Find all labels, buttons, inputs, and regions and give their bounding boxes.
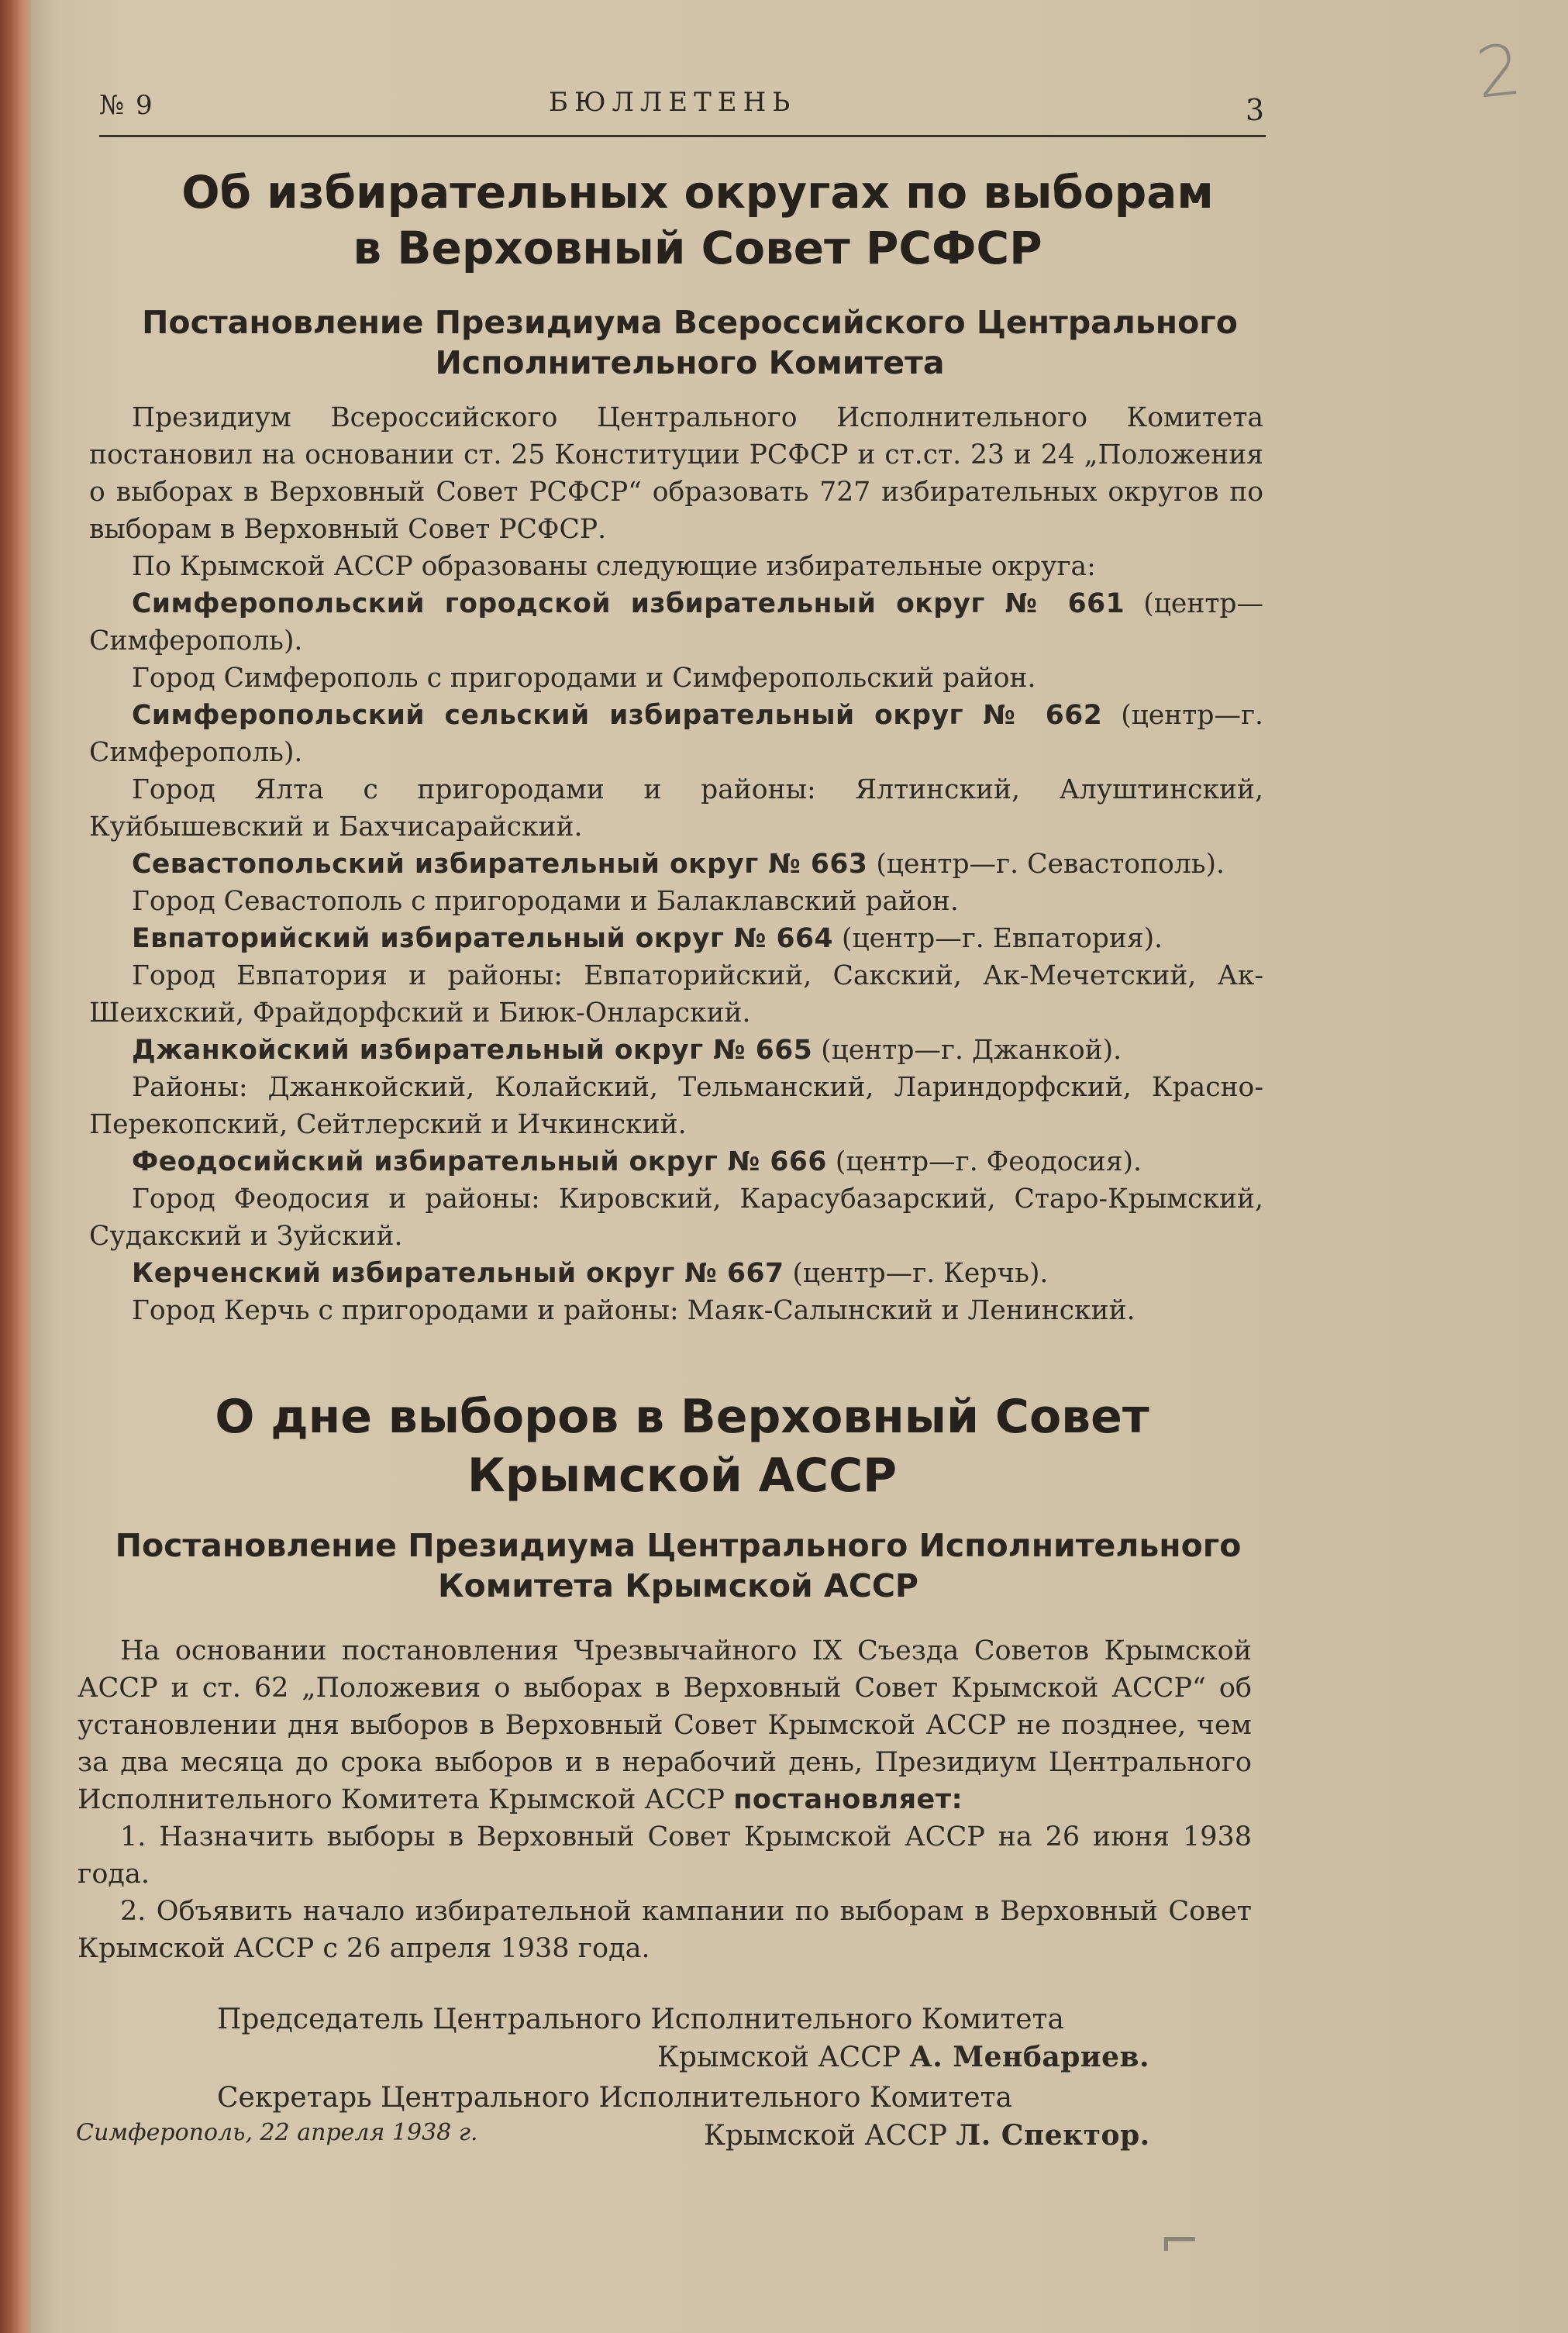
district-666-name: Феодосийский избирательный округ № 666 — [132, 1146, 827, 1177]
district-665-center: (центр—г. Джанкой). — [821, 1035, 1122, 1066]
article1-intro: Президиум Всероссийского Центрального Исполнительного Комитета постановил на основании ст. 25 Конституции РСФСР и ст.ст. 23 и 24 „Положения о выборах в Верховный Совет РСФСР“ образовать 727 избирательных округов по выборам в Верховный Совет РСФСР. — [89, 402, 1263, 545]
district-664 — [89, 920, 1263, 957]
article1-title — [93, 164, 1302, 276]
signature-secretary-org: Крымской АССР — [704, 2120, 947, 2152]
article2-title — [85, 1387, 1279, 1505]
article1-title-line2: в Верховный Совет РСФСР — [353, 222, 1042, 274]
district-664-name: Евпаторийский избирательный округ № 664 — [132, 923, 834, 954]
signature-chairman-org: Крымской АССР — [657, 2042, 901, 2073]
binding-spine — [0, 0, 33, 2333]
district-665 — [89, 1032, 1263, 1069]
article2-subtitle — [74, 1525, 1283, 1606]
district-667-center: (центр—г. Керчь). — [792, 1258, 1049, 1289]
margin-note: 2 — [1472, 29, 1525, 115]
district-665-name: Джанкойский избирательный округ № 665 — [132, 1035, 813, 1066]
place-and-date: Симферополь, 22 апреля 1938 г. — [76, 2119, 478, 2146]
district-663-area: Город Севастополь с пригородами и Балаклавский район. — [132, 886, 959, 917]
district-663-center: (центр—г. Севастополь). — [876, 849, 1225, 880]
article2-decree-word: постановляет: — [733, 1784, 963, 1815]
bulletin-title: БЮЛЛЕТЕНЬ — [549, 87, 797, 118]
district-664-area: Город Евпатория и районы: Евпаторийский, Сакский, Ак-Мечетский, Ак-Шеихский, Фрайдорфский и Биюк-Онларский. — [89, 960, 1263, 1029]
district-661-center: (центр—Симферополь). — [89, 588, 1264, 656]
article2-item-2: 2. Объявить начало избирательной кампании по выборам в Верховный Совет Крымской АССР с 26 апреля 1938 года. — [78, 1896, 1252, 1964]
signature-chairman-name: А. Менбариев. — [909, 2041, 1150, 2073]
signature-chairman-title: Председатель Центрального Исполнительного Комитета — [217, 2004, 1064, 2035]
article1-subtitle — [78, 302, 1302, 383]
page-header — [99, 85, 1266, 137]
article2-body — [78, 1632, 1252, 1967]
district-663-name: Севастопольский избирательный округ № 663 — [132, 849, 868, 880]
article2-title-line1: О дне выборов в Верховный Совет — [215, 1390, 1149, 1444]
district-662 — [89, 697, 1263, 771]
district-667 — [89, 1255, 1263, 1292]
district-661-area: Город Симферополь с пригородами и Симферопольский район. — [132, 663, 1036, 694]
district-662-area: Город Ялта с пригородами и районы: Ялтинский, Алуштинский, Куйбышевский и Бахчисарайский. — [89, 774, 1263, 843]
article2-item-1: 1. Назначить выборы в Верховный Совет Крымской АССР на 26 июня 1938 года. — [78, 1821, 1252, 1890]
page-number: 3 — [1245, 93, 1266, 127]
article1-lead: По Крымской АССР образованы следующие избирательные округа: — [132, 551, 1096, 582]
district-661 — [89, 585, 1263, 660]
district-666-area: Город Феодосия и районы: Кировский, Карасубазарский, Старо-Крымский, Судакский и Зуйский. — [89, 1184, 1263, 1252]
district-663 — [89, 846, 1263, 883]
district-666 — [89, 1143, 1263, 1180]
article2-subtitle-line2: Комитета Крымской АССР — [438, 1567, 918, 1604]
signature-chairman — [657, 2038, 1149, 2076]
article1-subtitle-line2: Исполнительного Комитета — [435, 344, 945, 381]
article1-body — [89, 399, 1263, 1329]
article2-intro — [78, 1632, 1252, 1818]
district-666-center: (центр—г. Феодосия). — [835, 1146, 1142, 1177]
issue-number: № 9 — [99, 90, 154, 121]
district-662-center: (центр—г. Симферополь). — [89, 700, 1263, 768]
article2-intro-text: На основании постановления Чрезвычайного IX Съезда Советов Крымской АССР и ст. 62 „Положевия о выборах в Верховный Совет Крымской АССР“ об установлении дня выборов в Верховный Совет Крымской АССР не позднее, чем за два месяца до срока выборов и в нерабочий день, Президиум Центрального Исполнительного Комитета Крымской АССР — [78, 1635, 1252, 1815]
article2-title-line2: Крымской АССР — [467, 1449, 898, 1503]
district-667-name: Керченский избирательный округ № 667 — [132, 1258, 784, 1289]
district-664-center: (центр—г. Евпатория). — [841, 923, 1163, 954]
article2-subtitle-line1: Постановление Президиума Центрального Исполнительного — [115, 1527, 1242, 1564]
signature-secretary — [704, 2117, 1150, 2155]
pencil-tick-mark: ⌐ — [1159, 2213, 1201, 2270]
district-667-area: Город Керчь с пригородами и районы: Маяк-Салынский и Ленинский. — [132, 1295, 1136, 1326]
district-661-name: Симферопольский городской избирательный округ № 661 — [132, 588, 1125, 619]
article1-title-line1: Об избирательных округах по выборам — [181, 166, 1214, 219]
signature-secretary-name: Л. Спектор. — [956, 2119, 1150, 2152]
signature-secretary-title: Секретарь Центрального Исполнительного Комитета — [217, 2082, 1012, 2114]
district-665-area: Районы: Джанкойский, Колайский, Тельманский, Лариндорфский, Красно-Перекопский, Сейтлерский и Ичкинский. — [89, 1072, 1263, 1140]
article1-subtitle-line1: Постановление Президиума Всероссийского Центрального — [142, 304, 1238, 341]
district-662-name: Симферопольский сельский избирательный округ № 662 — [132, 700, 1103, 731]
